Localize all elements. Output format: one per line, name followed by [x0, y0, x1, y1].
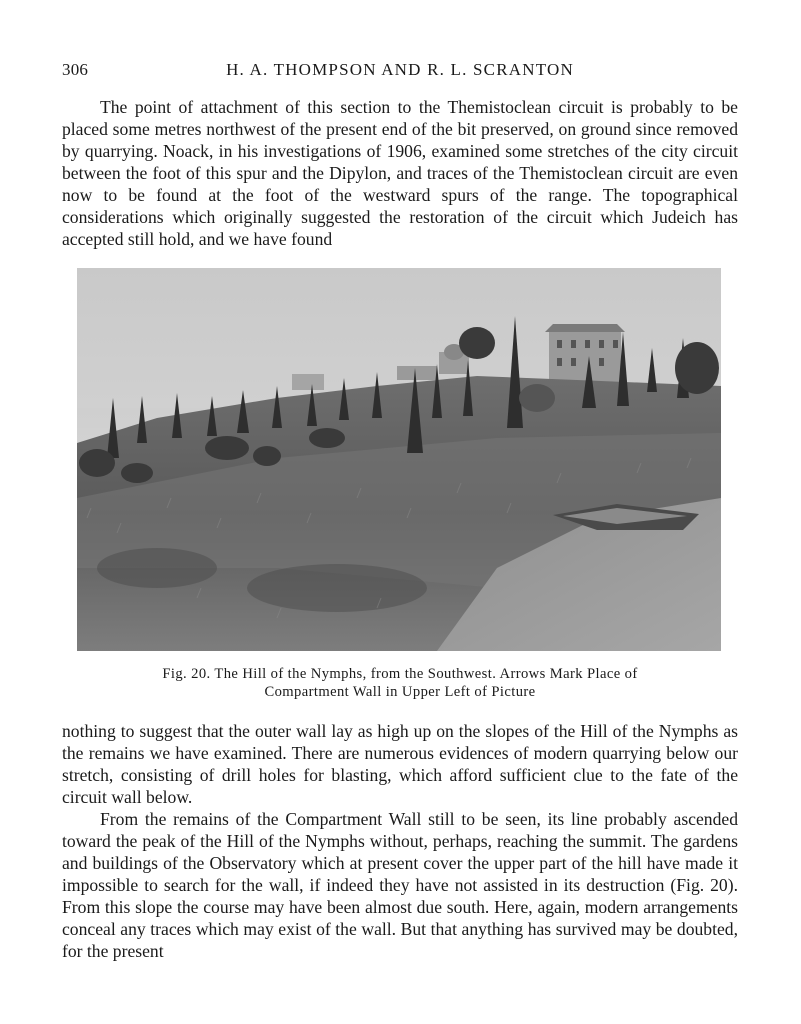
observatory-building [545, 324, 625, 382]
page-header [62, 60, 738, 84]
caption-line: Fig. 20. The Hill of the Nymphs, from the Southwest. Arrows Mark Place of [162, 666, 638, 682]
body-text-top [62, 96, 738, 250]
running-head: H. A. THOMPSON AND R. L. SCRANTON [226, 60, 574, 79]
photograph-hill-of-the-nymphs [77, 268, 721, 651]
figure-caption [62, 665, 738, 701]
paragraph: From the remains of the Compartment Wall still to be seen, its line probably ascended toward the peak of the Hill of the Nymphs without, perhaps, reaching the summit. The gardens and buildings of the Observatory which at present cover the upper part of the hill have made it impossible to search for the wall, if indeed they have not assisted in its destruction (Fig. 20). From this slope the course may have been almost due south. Here, again, modern arrangements conceal any traces which may exist of the wall. But that anything has survived may be doubted, for the present [62, 809, 738, 961]
body-text-bottom [62, 720, 738, 962]
figure-20 [77, 268, 721, 651]
caption-line: Compartment Wall in Upper Left of Picture [264, 684, 536, 700]
paragraph: nothing to suggest that the outer wall lay as high up on the slopes of the Hill of the Nymphs as the remains we have examined. There are numerous evidences of modern quarrying below our stretch, consisting of drill holes for blasting, which afford sufficient clue to the fate of the circuit wall below. [62, 721, 738, 807]
paragraph: The point of attachment of this section to the Themistoclean circuit is probably to be placed some metres northwest of the present end of the bit preserved, on ground since removed by quarrying. Noack, in his investigations of 1906, examined some stretches of the city circuit between the foot of this spur and the Dipylon, and traces of the Themistoclean circuit are even now to be found at the foot of the westward spurs of the range. The topographical considerations which originally suggested the restoration of the circuit which Judeich has accepted still hold, and we have found [62, 97, 738, 249]
page-number: 306 [62, 60, 89, 79]
